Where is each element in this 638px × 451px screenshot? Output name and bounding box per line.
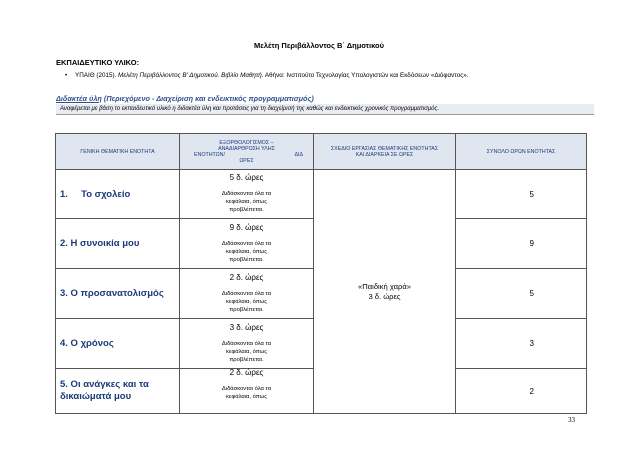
unit-name-l1: 5. Οι ανάγκες και τα: [60, 379, 149, 390]
table-header-row: [56, 134, 587, 170]
note-l3: προβλέπεται.: [229, 306, 264, 313]
material-heading-sub: (Περιεχόμενο - Διαχείριση και ενδεικτικός προγραμματισμός): [101, 94, 314, 103]
bib-prefix: ΥΠΑΙΘ (2015).: [75, 72, 119, 79]
hours-cell: [180, 269, 314, 319]
header-unit: ΓΕΝΙΚΗ ΘΕΜΑΤΙΚΗ ΕΝΟΤΗΤΑ: [56, 134, 180, 170]
header-hours-l2: ΑΝΑΔΙΑΡΘΡΩΣΗ ΥΛΗΣ: [218, 145, 275, 152]
hours-cell: [180, 369, 314, 414]
note-l2: κεφάλαια, όπως: [226, 348, 267, 355]
material-heading-main: Διδακτέα ύλη: [56, 94, 102, 103]
unit-name: 4. Ο χρόνος: [56, 319, 180, 369]
unit-name: 1. Το σχολείο: [56, 170, 180, 219]
header-hours-l3b: ΔΙΔ: [294, 151, 303, 158]
total-value: 5: [456, 170, 587, 219]
hours-value: 9 δ. ώρες: [229, 222, 264, 232]
note-l1: Διδάσκονται όλα τα: [221, 191, 272, 197]
header-total: ΣΥΝΟΛΟ ΩΡΩΝ ΕΝΟΤΗΤΑΣ: [456, 134, 587, 170]
note-l1: Διδάσκονται όλα τα: [221, 240, 272, 247]
edu-material-label: ΕΚΠΑΙΔΕΥΤΙΚΟ ΥΛΙΚΟ:: [56, 58, 140, 67]
material-heading: [56, 94, 314, 103]
note-l2: κεφάλαια, όπως: [226, 199, 267, 205]
hours-value: 2 δ. ώρες: [229, 368, 264, 377]
bullet-icon: •: [65, 72, 68, 79]
note-l2: κεφάλαια, όπως: [226, 298, 267, 305]
table-row: [56, 170, 587, 219]
hours-cell: [180, 170, 314, 219]
note-l2: κεφάλαια, όπως: [226, 394, 267, 400]
unit-name: [56, 369, 180, 414]
page-number: 33: [568, 416, 575, 424]
header-plan-l1: ΣΧΕΔΙΟ ΕΡΓΑΣΙΑΣ ΘΕΜΑΤΙΚΗΣ ΕΝΟΤΗΤΑΣ: [330, 145, 439, 152]
header-hours-l4: ΩΡΕΣ: [239, 157, 254, 164]
header-plan-l2: ΚΑΙ ΔΙΑΡΚΕΙΑ ΣΕ ΩΡΕΣ: [355, 151, 414, 158]
note-l1: Διδάσκονται όλα τα: [221, 290, 272, 297]
total-value: 9: [456, 219, 587, 269]
unit-name: 3. Ο προσανατολισμός: [56, 269, 180, 319]
total-value: 3: [456, 319, 587, 369]
note-l1: Διδάσκονται όλα τα: [221, 386, 272, 392]
hours-value: 3 δ. ώρες: [229, 322, 264, 332]
note-l3: προβλέπεται.: [229, 356, 264, 363]
plan-cell: [314, 170, 456, 414]
total-value: 5: [456, 269, 587, 319]
bib-title: Μελέτη Περιβάλλοντος Β' Δημοτικού. Βιβλίο Μαθητή.: [118, 72, 264, 79]
plan-hours: 3 δ. ώρες: [368, 291, 401, 301]
hours-cell: [180, 219, 314, 269]
header-hours: [180, 134, 314, 170]
hours-value: 5 δ. ώρες: [229, 173, 264, 182]
bibliography-item: [65, 72, 469, 79]
header-hours-l1: ΕΞΟΡΘΟΛΟΓΙΣΜΟΣ –: [219, 139, 274, 146]
material-description: Αναφέρεται με βάση το εκπαιδευτικό υλικό η διδακτέα ύλη και προτάσεις για τη διαχείρισή της καθώς και ενδεικτικός χρονικός προγραμματισμός.: [56, 104, 594, 115]
curriculum-table: [55, 133, 587, 414]
note-l1: Διδάσκονται όλα τα: [221, 340, 272, 347]
unit-name: 2. Η συνοικία μου: [56, 219, 180, 269]
unit-name-l2: δικαιώματά μου: [60, 391, 132, 402]
header-hours-l3a: ΕΝΟΤΗΤΩΝ/: [194, 151, 225, 158]
page-title: Μελέτη Περιβάλλοντος Β΄ Δημοτικού: [254, 41, 384, 50]
note-l3: προβλέπεται.: [229, 256, 264, 263]
hours-cell: [180, 319, 314, 369]
bib-publisher: Αθήνα: Ινστιτούτο Τεχνολογίας Υπολογιστών και Εκδόσεων «Διόφαντος».: [263, 72, 469, 79]
header-plan: [314, 134, 456, 170]
hours-value: 2 δ. ώρες: [229, 272, 264, 282]
note-l3: προβλέπεται.: [229, 207, 264, 213]
total-value: 2: [456, 369, 587, 414]
note-l2: κεφάλαια, όπως: [226, 248, 267, 255]
plan-title: «Παιδική χαρά»: [358, 281, 411, 291]
